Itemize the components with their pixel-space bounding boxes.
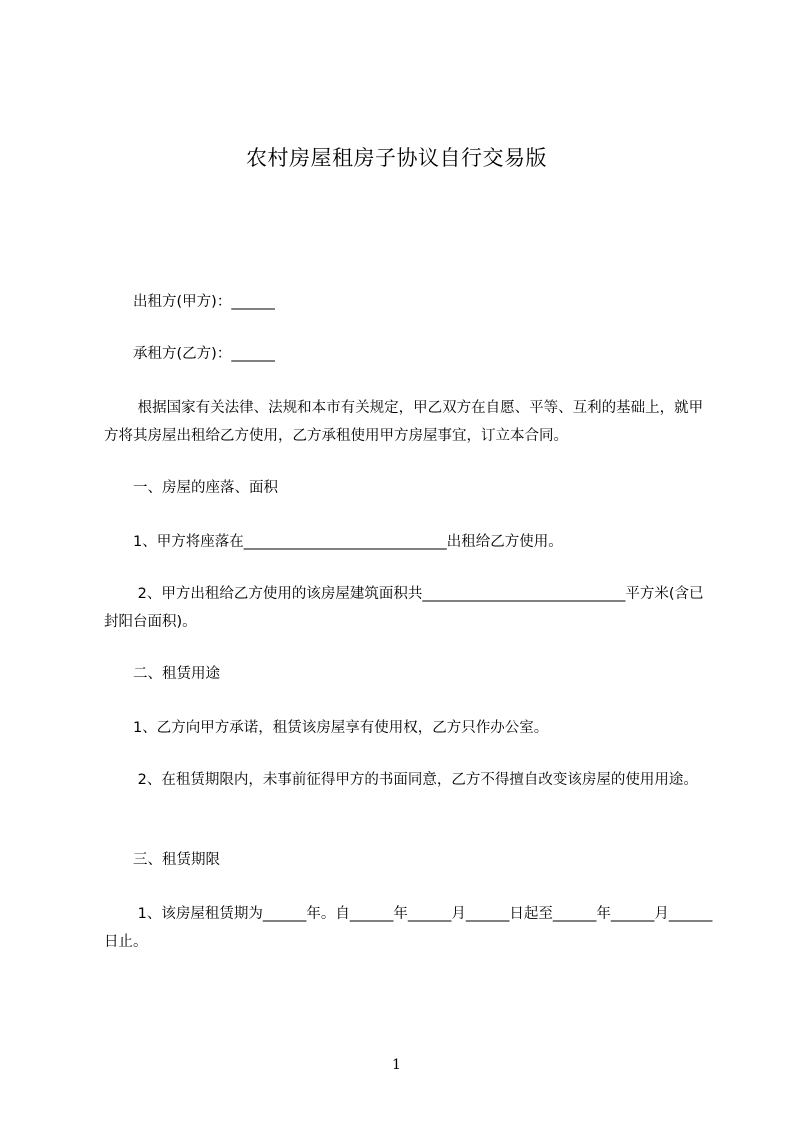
clause-location: 1、甲方将座落在____________________________出租给乙方使用。: [104, 534, 563, 550]
clause-usage-office: 1、乙方向甲方承诺，租赁该房屋享有使用权，乙方只作办公室。: [104, 720, 549, 736]
clause-term: 1、该房屋租赁期为______年。自______年______月______日起至______年______月______日止。: [104, 906, 713, 950]
clause-area: 2、甲方出租给乙方使用的该房屋建筑面积共____________________________平方米(含已封阳台面积)。: [104, 586, 704, 630]
lessor-line: 出租方(甲方)：______: [104, 294, 275, 310]
lessee-line: 承租方(乙方)：______: [104, 346, 275, 362]
section-heading-term: 三、租赁期限: [104, 852, 220, 868]
clause-usage-change: 2、在租赁期限内，未事前征得甲方的书面同意，乙方不得擅自改变该房屋的使用用途。: [104, 772, 698, 788]
page-number: 1: [392, 1057, 401, 1073]
document-title: 农村房屋租房子协议自行交易版: [246, 146, 547, 170]
section-heading-usage: 二、租赁用途: [104, 666, 220, 682]
section-heading-location-area: 一、房屋的座落、面积: [104, 480, 278, 496]
preamble-paragraph: 根据国家有关法律、法规和本市有关规定，甲乙双方在自愿、平等、互利的基础上，就甲方将其房屋出租给乙方使用，乙方承租使用甲方房屋事宜，订立本合同。: [104, 400, 704, 444]
